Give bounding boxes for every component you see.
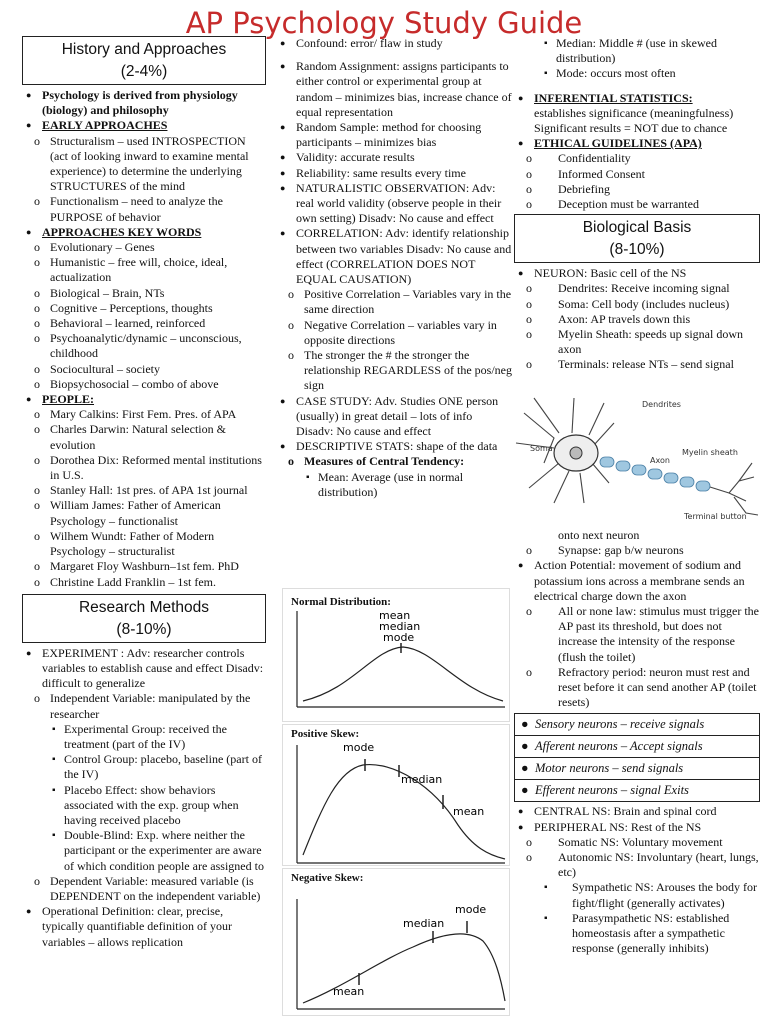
efferent-neurons-box: ● Efferent neurons – signal Exits xyxy=(514,780,760,802)
column-methods-stats xyxy=(276,36,512,500)
people-label: ● PEOPLE: xyxy=(22,392,266,407)
positive-mode-label: mode xyxy=(343,741,375,754)
person-item: o Mary Calkins: First Fem. Pres. of APA xyxy=(22,407,266,422)
early-approaches-label: ● EARLY APPROACHES xyxy=(22,118,266,133)
person-item: o Christine Ladd Franklin – 1st fem. xyxy=(22,575,266,590)
neuron-part-item: o Dendrites: Receive incoming signal xyxy=(514,281,760,296)
action-potential-item: ● Action Potential: movement of sodium and potassium ions across a membrane sends an electrical charge down the axon xyxy=(514,558,760,604)
history-heading-box xyxy=(22,36,266,85)
history-list xyxy=(22,88,266,590)
sensory-neurons-text: Sensory neurons – receive signals xyxy=(535,717,705,732)
approach-item: o Evolutionary – Genes xyxy=(22,240,266,255)
dendrites-diagram-label: Dendrites xyxy=(642,400,681,409)
central-tendency-item: o Measures of Central Tendency: xyxy=(276,454,512,469)
research-weight: (8-10%) xyxy=(116,620,172,638)
afferent-neurons-box: ● Afferent neurons – Accept signals xyxy=(514,736,760,758)
experiment-item: ● EXPERIMENT : Adv: researcher controls variables to establish cause and effect Disadv: difficult to generalize xyxy=(22,646,266,692)
neuron-part-item: o Soma: Cell body (includes nucleus) xyxy=(514,297,760,312)
refractory-period-item: o Refractory period: neuron must rest and reset before it can send another AP (toilet resets) xyxy=(514,665,760,711)
history-intro: ● Psychology is derived from physiology (biology) and philosophy xyxy=(22,88,266,118)
research-list xyxy=(22,646,266,950)
confound-item: ● Confound: error/ flaw in study xyxy=(276,36,512,51)
peripheral-ns-item: ● PERIPHERAL NS: Rest of the NS xyxy=(514,820,760,835)
positive-skew-sketch xyxy=(282,724,510,866)
ethics-item: o Deception must be warranted xyxy=(514,197,760,212)
normal-mean-label: mean xyxy=(379,609,411,622)
inferential-item: establishes significance (meaningfulness) Significant results = NOT due to chance xyxy=(534,105,734,136)
correlation-subitem: o Negative Correlation – variables vary in opposite directions xyxy=(276,318,512,348)
motor-neurons-text: Motor neurons – send signals xyxy=(535,761,684,776)
operational-definition-item: ● Operational Definition: clear, precise, typically quantifiable definition of your variables – allows replication xyxy=(22,904,266,950)
ethics-item: o Informed Consent xyxy=(514,167,760,182)
neuron-part-item: o Axon: AP travels down this xyxy=(514,312,760,327)
nervous-system-list xyxy=(514,804,760,956)
random-sample-item: ● Random Sample: method for choosing participants – minimizes bias xyxy=(276,120,512,150)
research-heading: Research Methods xyxy=(78,598,210,616)
positive-mean-label: mean xyxy=(453,805,485,818)
all-or-none-item: o All or none law: stimulus must trigger the AP past its threshold, but does not increase the intensity of the response (flush the toilet) xyxy=(514,604,760,665)
sympathetic-ns-item: ▪ Sympathetic NS: Arouses the body for fight/flight (generally activates) xyxy=(514,880,760,910)
iv-subitem: ▪ Control Group: placebo, baseline (part of the IV) xyxy=(22,752,266,782)
negative-median-label: median xyxy=(403,917,445,930)
iv-subitem: ▪ Double-Blind: Exp. where neither the participant or the experimenter are aware of which condition people are assigned to xyxy=(22,828,266,874)
afferent-neurons-text: Afferent neurons – Accept signals xyxy=(535,739,703,754)
mode-item: ▪ Mode: occurs most often xyxy=(514,66,760,81)
person-item: o William James: Father of American Psychology – functionalist xyxy=(22,498,266,528)
bio-weight: (8-10%) xyxy=(609,241,665,259)
median-item: ▪ Median: Middle # (use in skewed distribution) xyxy=(514,36,760,66)
ethics-item: o Confidentiality xyxy=(514,151,760,166)
reliability-item: ● Reliability: same results every time xyxy=(276,166,512,181)
ethics-item: o Debriefing xyxy=(514,182,760,197)
history-heading: History and Approaches xyxy=(61,41,227,58)
approach-item: o Psychoanalytic/dynamic – unconscious, childhood xyxy=(22,331,266,361)
stats-continued-list xyxy=(514,36,760,212)
iv-subitem: ▪ Placebo Effect: show behaviors associated with the exp. group when having received placebo xyxy=(22,783,266,829)
independent-variable-item: o Independent Variable: manipulated by the researcher xyxy=(22,691,266,721)
validity-item: ● Validity: accurate results xyxy=(276,150,512,165)
negative-skew-sketch xyxy=(282,868,510,1016)
research-heading-box xyxy=(22,594,266,643)
normal-mode-label: mode xyxy=(383,631,415,644)
neuron-types-boxes xyxy=(514,713,760,802)
iv-subitem: ▪ Experimental Group: received the treatment (part of the IV) xyxy=(22,722,266,752)
onto-next-neuron-text: onto next neuron xyxy=(558,528,640,542)
approach-item: o Humanistic – free will, choice, ideal, actualization xyxy=(22,255,266,285)
negative-skew-graphic xyxy=(283,869,511,1017)
functionalism-item: o Functionalism – need to analyze the PURPOSE of behavior xyxy=(22,194,266,224)
history-weight: (2-4%) xyxy=(120,63,168,80)
neuron-item: ● NEURON: Basic cell of the NS xyxy=(514,266,760,281)
person-item: o Dorothea Dix: Reformed mental institutions in U.S. xyxy=(22,453,266,483)
mean-item: ▪ Mean: Average (use in normal distribution) xyxy=(276,470,512,500)
correlation-item: ● CORRELATION: Adv: identify relationship between two variables Disadv: No cause and effect (CORRELATION DOES NOT EQUAL CAUSATION) xyxy=(276,226,512,287)
page-title: AP Psychology Study Guide xyxy=(185,6,583,40)
normal-distribution-sketch xyxy=(282,588,510,722)
synapse-item: o Synapse: gap b/w neurons xyxy=(514,543,760,558)
person-item: o Charles Darwin: Natural selection & evolution xyxy=(22,422,266,452)
person-item: o Margaret Floy Washburn–1st fem. PhD xyxy=(22,559,266,574)
neuron-part-item: o Myelin Sheath: speeds up signal down axon xyxy=(514,327,760,357)
bio-heading: Biological Basis xyxy=(582,219,692,237)
neuron-part-item: o Terminals: release NTs – send signal xyxy=(514,357,760,372)
case-study-item: ● CASE STUDY: Adv. Studies ONE person (usually) in great detail – lots of info Disadv: No cause and effect xyxy=(276,394,512,440)
parasympathetic-ns-item: ▪ Parasympathetic NS: established homeostasis after a sympathetic response (generally inhibits) xyxy=(514,911,760,957)
dependent-variable-item: o Dependent Variable: measured variable (is DEPENDENT on the independent variable) xyxy=(22,874,266,904)
approach-item: o Sociocultural – society xyxy=(22,362,266,377)
approach-item: o Behavioral – learned, reinforced xyxy=(22,316,266,331)
structuralism-item: o Structuralism – used INTROSPECTION (act of looking inward to examine mental experience) to determine the underlying STRUCTURES of the mind xyxy=(22,134,266,195)
approach-item: o Biopsychosocial – combo of above xyxy=(22,377,266,392)
correlation-subitem: o Positive Correlation – Variables vary in the same direction xyxy=(276,287,512,317)
person-item: o Stanley Hall: 1st pres. of APA 1st journal xyxy=(22,483,266,498)
neuron-graphic xyxy=(514,393,760,525)
axon-diagram-label: Axon xyxy=(650,456,670,465)
negative-skew-label: Negative Skew: xyxy=(291,872,364,884)
normal-median-label: median xyxy=(379,620,421,633)
sensory-neurons-box: ● Sensory neurons – receive signals xyxy=(514,713,760,736)
soma-diagram-label: Soma xyxy=(530,444,553,453)
positive-skew-graphic xyxy=(283,725,511,867)
normal-distribution-label: Normal Distribution: xyxy=(291,596,391,608)
column-history-research xyxy=(22,36,266,950)
motor-neurons-box: ● Motor neurons – send signals xyxy=(514,758,760,780)
column-stats-biology xyxy=(514,36,760,373)
somatic-ns-item: o Somatic NS: Voluntary movement xyxy=(514,835,760,850)
naturalistic-observation-item: ● NATURALISTIC OBSERVATION: Adv: real world validity (observe people in their own setting) Disadv: No cause and effect xyxy=(276,181,512,227)
approaches-key-words-label: ● APPROACHES KEY WORDS xyxy=(22,225,266,240)
positive-median-label: median xyxy=(401,773,443,786)
descriptive-stats-item: ● DESCRIPTIVE STATS: shape of the data xyxy=(276,439,512,454)
neuron-diagram xyxy=(514,393,760,525)
negative-mode-label: mode xyxy=(455,903,487,916)
central-ns-item: ● CENTRAL NS: Brain and spinal cord xyxy=(514,804,760,819)
neuron-list xyxy=(514,266,760,372)
terminal-diagram-label: Terminal button xyxy=(684,512,747,521)
autonomic-ns-item: o Autonomic NS: Involuntary (heart, lungs, etc) xyxy=(514,850,760,880)
positive-skew-label: Positive Skew: xyxy=(291,728,360,740)
negative-mean-label: mean xyxy=(333,985,365,998)
myelin-diagram-label: Myelin sheath xyxy=(682,448,738,457)
column-biology-lower xyxy=(514,528,760,956)
person-item: o Wilhem Wundt: Father of Modern Psychology – structuralist xyxy=(22,529,266,559)
methods-list xyxy=(276,36,512,500)
neuron-continued-list xyxy=(514,528,760,710)
correlation-subitem: o The stronger the # the stronger the relationship REGARDLESS of the pos/neg sign xyxy=(276,348,512,394)
ethical-label: ● ETHICAL GUIDELINES (APA) xyxy=(514,136,760,151)
approach-item: o Biological – Brain, NTs xyxy=(22,286,266,301)
inferential-label: ● INFERENTIAL STATISTICS: xyxy=(514,91,760,106)
random-assignment-item: ● Random Assignment: assigns participants to either control or experimental group at random – minimizes bias, increase chance of equal representation xyxy=(276,59,512,120)
approach-item: o Cognitive – Perceptions, thoughts xyxy=(22,301,266,316)
efferent-neurons-text: Efferent neurons – signal Exits xyxy=(535,783,689,798)
bio-heading-box xyxy=(514,214,760,263)
